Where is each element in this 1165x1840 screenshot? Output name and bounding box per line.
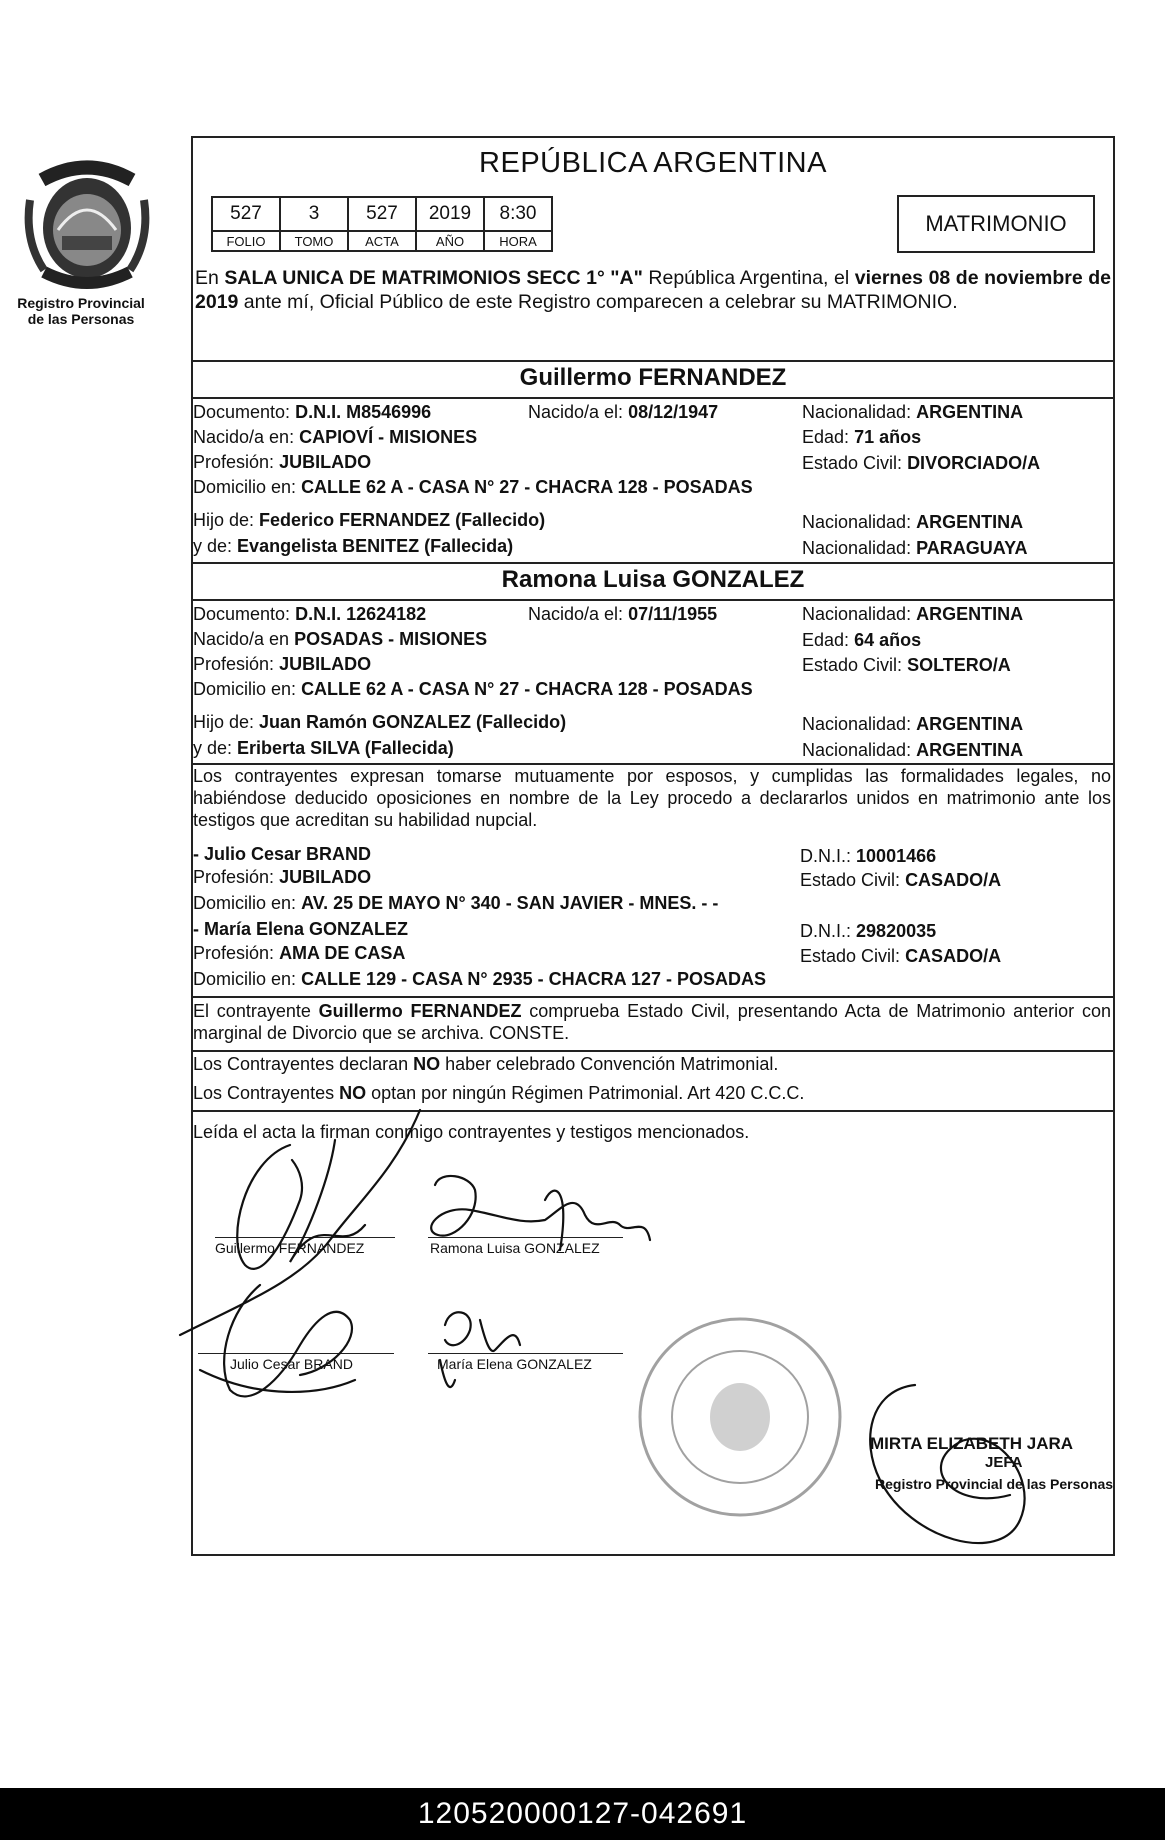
document-title: REPÚBLICA ARGENTINA: [479, 147, 827, 179]
spouse2-birthdate: Nacido/a el: 07/11/1955: [528, 604, 718, 624]
signature-stroke: [237, 1145, 302, 1269]
spouse2-mother: y de: Eriberta SILVA (Fallecida): [193, 738, 454, 758]
witness1-dni: D.N.I.: 10001466: [800, 846, 937, 866]
document-type-box: MATRIMONIO: [897, 195, 1095, 253]
convention-line-2: Los Contrayentes NO optan por ningún Régimen Patrimonial. Art 420 C.C.C.: [193, 1083, 805, 1103]
witness1-civil-status: Estado Civil: CASADO/A: [800, 870, 1002, 890]
signature-label-witness2: María Elena GONZALEZ: [437, 1356, 592, 1372]
spouse2-nationality: Nacionalidad: ARGENTINA: [802, 604, 1024, 624]
spouse1-birthplace: Nacido/a en: CAPIOVÍ - MISIONES: [193, 427, 478, 447]
witness1-name: - Julio Cesar BRAND: [193, 844, 372, 864]
signature-stroke: [870, 1385, 1024, 1543]
spouse2-mother-nationality: Nacionalidad: ARGENTINA: [802, 740, 1024, 760]
hora-value: 8:30: [484, 197, 552, 231]
spouse1-nationality: Nacionalidad: ARGENTINA: [802, 402, 1024, 422]
org-name-line1: Registro Provincial: [17, 295, 145, 311]
witness2-dni: D.N.I.: 29820035: [800, 921, 937, 941]
convention-line-1: Los Contrayentes declaran NO haber celebrado Convención Matrimonial.: [193, 1054, 779, 1074]
tomo-value: 3: [280, 197, 348, 231]
spouse1-address: Domicilio en: CALLE 62 A - CASA N° 27 - CHACRA 128 - POSADAS: [193, 477, 753, 497]
spouse2-father-nationality: Nacionalidad: ARGENTINA: [802, 714, 1024, 734]
anio-label: AÑO: [416, 231, 484, 251]
folio-value: 527: [212, 197, 280, 231]
anio-value: 2019: [416, 197, 484, 231]
witness1-profession: Profesión: JUBILADO: [193, 867, 372, 887]
spouse1-father: Hijo de: Federico FERNANDEZ (Fallecido): [193, 510, 546, 530]
declaration-paragraph: Los contrayentes expresan tomarse mutuamente por esposos, y cumplidas las formalidades legales, no habiéndose deducido oposiciones en nombre de la Ley procedo a declararlos unidos en matrimonio ante los testigos que acreditan su habilidad nupcial.: [193, 766, 1111, 830]
tomo-label: TOMO: [280, 231, 348, 251]
officer-role: JEFA: [985, 1454, 1023, 1471]
spouse1-profession: Profesión: JUBILADO: [193, 452, 372, 472]
folio-label: FOLIO: [212, 231, 280, 251]
witness2-profession: Profesión: AMA DE CASA: [193, 943, 406, 963]
org-name-line2: de las Personas: [27, 311, 135, 327]
closing-statement: Leída el acta la firman conmigo contrayentes y testigos mencionados.: [193, 1122, 750, 1142]
acta-value: 527: [348, 197, 416, 231]
signature-stroke: [440, 1360, 455, 1387]
civil-status-note: El contrayente Guillermo FERNANDEZ comprueba Estado Civil, presentando Acta de Matrimonio anterior con marginal de Divorcio que se archiva. CONSTE.: [193, 1001, 1111, 1043]
spouse2-address: Domicilio en: CALLE 62 A - CASA N° 27 - CHACRA 128 - POSADAS: [193, 679, 753, 699]
witness2-name: - María Elena GONZALEZ: [193, 919, 409, 939]
spouse2-civil-status: Estado Civil: SOLTERO/A: [802, 655, 1011, 675]
spouse2-profession: Profesión: JUBILADO: [193, 654, 372, 674]
officer-name: MIRTA ELIZABETH JARA: [870, 1434, 1074, 1453]
officer-org: Registro Provincial de las Personas: [875, 1476, 1114, 1492]
spouse2-birthplace: Nacido/a en POSADAS - MISIONES: [193, 629, 488, 649]
signature-stroke: [431, 1176, 650, 1240]
spouse1-mother: y de: Evangelista BENITEZ (Fallecida): [193, 536, 514, 556]
spouse1-age: Edad: 71 años: [802, 427, 922, 447]
spouse1-birthdate: Nacido/a el: 08/12/1947: [528, 402, 719, 422]
signature-label-spouse1: Guillermo FERNANDEZ: [215, 1240, 365, 1256]
signature-stroke: [200, 1370, 355, 1392]
acta-label: ACTA: [348, 231, 416, 251]
intro-paragraph: En SALA UNICA DE MATRIMONIOS SECC 1° "A" República Argentina, el viernes 08 de noviembre de 2019 ante mí, Oficial Público de este Registro comparecen a celebrar su MATRIMONIO.: [195, 267, 1111, 313]
witness1-address: Domicilio en: AV. 25 DE MAYO N° 340 - SAN JAVIER - MNES. - -: [193, 893, 719, 913]
witness2-address: Domicilio en: CALLE 129 - CASA N° 2935 - CHACRA 127 - POSADAS: [193, 969, 767, 989]
spouse2-name: Ramona Luisa GONZALEZ: [501, 566, 805, 593]
official-stamp: [640, 1319, 840, 1515]
spouse1-civil-status: Estado Civil: DIVORCIADO/A: [802, 453, 1041, 473]
spouse1-name: Guillermo FERNANDEZ: [519, 364, 787, 391]
ceremony-place: SALA UNICA DE MATRIMONIOS SECC 1° "A": [224, 267, 643, 289]
signature-stroke: [224, 1285, 352, 1396]
signature-label-spouse2: Ramona Luisa GONZALEZ: [430, 1240, 600, 1256]
document-footer-id: 120520000127-042691: [0, 1788, 1165, 1840]
spouse1-document: Documento: D.N.I. M8546996: [193, 402, 432, 422]
spouse2-age: Edad: 64 años: [802, 630, 922, 650]
spouse1-father-nationality: Nacionalidad: ARGENTINA: [802, 512, 1024, 532]
hora-label: HORA: [484, 231, 552, 251]
spouse2-document: Documento: D.N.I. 12624182: [193, 604, 427, 624]
signature-stroke: [545, 1191, 563, 1250]
signature-stroke: [180, 1110, 420, 1335]
spouse1-mother-nationality: Nacionalidad: PARAGUAYA: [802, 538, 1028, 558]
spouse2-father: Hijo de: Juan Ramón GONZALEZ (Fallecido): [193, 712, 567, 732]
ceremony-date: viernes 08 de noviembre de 2019: [195, 267, 1111, 313]
witness2-civil-status: Estado Civil: CASADO/A: [800, 946, 1002, 966]
signature-label-witness1: Julio Cesar BRAND: [230, 1356, 353, 1372]
signature-stroke: [445, 1312, 520, 1351]
